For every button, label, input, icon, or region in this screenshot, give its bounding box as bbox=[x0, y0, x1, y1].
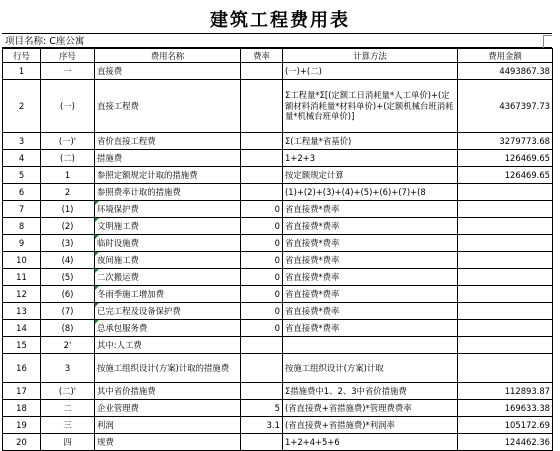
cell-rate[interactable]: 0 bbox=[241, 252, 283, 269]
cost-table bbox=[2, 48, 553, 451]
cell-seq[interactable]: (1) bbox=[41, 201, 95, 218]
cell-method[interactable]: 省直接费*费率 bbox=[283, 303, 458, 320]
cell-name[interactable]: 利润 bbox=[95, 417, 241, 434]
cell-rate[interactable]: 0 bbox=[241, 303, 283, 320]
cell-seq[interactable]: (6) bbox=[41, 286, 95, 303]
cell-row-no[interactable]: 15 bbox=[3, 337, 41, 354]
cell-amount[interactable] bbox=[458, 218, 553, 235]
cell-amount[interactable]: 3279773.68 bbox=[458, 133, 553, 150]
cell-seq[interactable]: (4) bbox=[41, 252, 95, 269]
cell-name[interactable]: 直接工程费 bbox=[95, 80, 241, 133]
cell-row-no[interactable]: 20 bbox=[3, 434, 41, 451]
cell-row-no[interactable]: 9 bbox=[3, 235, 41, 252]
cell-name[interactable]: 参照定额规定计取的措施费 bbox=[95, 167, 241, 184]
cell-method[interactable]: (省直接费+省措施费)*管理费费率 bbox=[283, 400, 458, 417]
cell-rate[interactable]: 0 bbox=[241, 286, 283, 303]
cell-amount[interactable] bbox=[458, 269, 553, 286]
cell-amount[interactable]: 126469.65 bbox=[458, 167, 553, 184]
cell-rate[interactable]: 0 bbox=[241, 235, 283, 252]
cell-rate[interactable] bbox=[241, 383, 283, 400]
cell-rate[interactable] bbox=[241, 337, 283, 354]
cell-method[interactable] bbox=[283, 337, 458, 354]
cell-amount[interactable] bbox=[458, 286, 553, 303]
cell-method[interactable]: 省直接费*费率 bbox=[283, 235, 458, 252]
table-row bbox=[3, 201, 553, 218]
cell-amount[interactable] bbox=[458, 337, 553, 354]
cell-rate[interactable] bbox=[241, 434, 283, 451]
cell-row-no[interactable]: 3 bbox=[3, 133, 41, 150]
cell-name[interactable]: 环境保护费 bbox=[95, 201, 241, 218]
cell-seq[interactable]: (2) bbox=[41, 218, 95, 235]
cell-amount[interactable]: 126469.65 bbox=[458, 150, 553, 167]
cell-name[interactable]: 总承包服务费 bbox=[95, 320, 241, 337]
cell-row-no[interactable]: 17 bbox=[3, 383, 41, 400]
table-row bbox=[3, 383, 553, 400]
cell-corner-marker bbox=[543, 35, 552, 48]
cell-name[interactable]: 临时设施费 bbox=[95, 235, 241, 252]
cell-method[interactable]: 按施工组织设计(方案)计取 bbox=[283, 354, 458, 383]
cell-rate[interactable] bbox=[241, 150, 283, 167]
cell-rate[interactable]: 0 bbox=[241, 201, 283, 218]
table-row bbox=[3, 286, 553, 303]
cell-row-no[interactable]: 7 bbox=[3, 201, 41, 218]
table-row bbox=[3, 80, 553, 133]
cell-method[interactable]: 省直接费*费率 bbox=[283, 218, 458, 235]
cell-row-no[interactable]: 1 bbox=[3, 63, 41, 80]
cell-name[interactable]: 二次搬运费 bbox=[95, 269, 241, 286]
header-name[interactable]: 费用名称 bbox=[95, 49, 241, 63]
cell-row-no[interactable]: 19 bbox=[3, 417, 41, 434]
cell-seq[interactable]: 1 bbox=[41, 167, 95, 184]
cell-amount[interactable] bbox=[458, 235, 553, 252]
cell-row-no[interactable]: 11 bbox=[3, 269, 41, 286]
cell-method[interactable]: Σ(工程量*省基价) bbox=[283, 133, 458, 150]
cell-method[interactable]: 省直接费*费率 bbox=[283, 201, 458, 218]
cell-seq[interactable]: 一 bbox=[41, 63, 95, 80]
table-row bbox=[3, 400, 553, 417]
cell-amount[interactable] bbox=[458, 201, 553, 218]
table-row bbox=[3, 320, 553, 337]
cell-rate[interactable]: 0 bbox=[241, 218, 283, 235]
cell-rate[interactable]: 3.1 bbox=[241, 417, 283, 434]
cell-seq[interactable]: (5) bbox=[41, 269, 95, 286]
table-row bbox=[3, 417, 553, 434]
cell-seq[interactable]: (3) bbox=[41, 235, 95, 252]
cell-amount[interactable] bbox=[458, 354, 553, 383]
cell-method[interactable]: 省直接费*费率 bbox=[283, 286, 458, 303]
cell-method[interactable]: (1)+(2)+(3)+(4)+(5)+(6)+(7)+(8 bbox=[283, 184, 458, 201]
cell-name[interactable]: 省价直接工程费 bbox=[95, 133, 241, 150]
cell-amount[interactable]: 124462.36 bbox=[458, 434, 553, 451]
cell-row-no[interactable]: 6 bbox=[3, 184, 41, 201]
cell-rate[interactable]: 5 bbox=[241, 400, 283, 417]
table-row bbox=[3, 167, 553, 184]
table-row bbox=[3, 150, 553, 167]
cell-seq[interactable]: 四 bbox=[41, 434, 95, 451]
cell-method[interactable]: 省直接费*费率 bbox=[283, 320, 458, 337]
header-amount[interactable]: 费用金额 bbox=[458, 49, 553, 63]
page-title: 建筑工程费用表 bbox=[210, 10, 350, 31]
cell-method[interactable]: 省直接费*费率 bbox=[283, 269, 458, 286]
cell-seq[interactable]: (一) bbox=[41, 80, 95, 133]
cell-rate[interactable]: 0 bbox=[241, 269, 283, 286]
cell-method[interactable]: (一)+(二) bbox=[283, 63, 458, 80]
cell-amount[interactable]: 169633.38 bbox=[458, 400, 553, 417]
cell-rate[interactable] bbox=[241, 133, 283, 150]
cell-row-no[interactable]: 14 bbox=[3, 320, 41, 337]
cell-name[interactable]: 其中:人工费 bbox=[95, 337, 241, 354]
cell-amount[interactable]: 4493867.38 bbox=[458, 63, 553, 80]
cell-rate[interactable]: 0 bbox=[241, 320, 283, 337]
cell-rate[interactable] bbox=[241, 167, 283, 184]
table-row bbox=[3, 354, 553, 383]
cell-row-no[interactable]: 5 bbox=[3, 167, 41, 184]
cell-method[interactable]: 按定额规定计算 bbox=[283, 167, 458, 184]
project-name-text: 项目名称: C座公寓 bbox=[5, 36, 85, 47]
table-row bbox=[3, 63, 553, 80]
project-name bbox=[2, 33, 552, 48]
cell-seq[interactable]: 2' bbox=[41, 337, 95, 354]
cell-amount[interactable] bbox=[458, 320, 553, 337]
cell-method[interactable]: 1+2+4+5+6 bbox=[283, 434, 458, 451]
cell-seq[interactable]: (一)' bbox=[41, 133, 95, 150]
cell-name[interactable]: 措施费 bbox=[95, 150, 241, 167]
cell-method[interactable]: 省直接费*费率 bbox=[283, 252, 458, 269]
cell-name[interactable]: 已完工程及设备保护费 bbox=[95, 303, 241, 320]
table-row bbox=[3, 337, 553, 354]
header-seq[interactable]: 序号 bbox=[41, 49, 95, 63]
table-row bbox=[3, 434, 553, 451]
cell-seq[interactable]: (二)' bbox=[41, 383, 95, 400]
cell-row-no[interactable]: 12 bbox=[3, 286, 41, 303]
table-header-row bbox=[3, 49, 553, 63]
cell-name[interactable]: 冬雨季施工增加费 bbox=[95, 286, 241, 303]
cell-row-no[interactable]: 2 bbox=[3, 80, 41, 133]
cell-amount[interactable] bbox=[458, 184, 553, 201]
table-row bbox=[3, 269, 553, 286]
cell-name[interactable]: 企业管理费 bbox=[95, 400, 241, 417]
header-row-no[interactable]: 行号 bbox=[3, 49, 41, 63]
cell-name[interactable]: 夜间施工费 bbox=[95, 252, 241, 269]
cell-method[interactable]: Σ工程量*Σ[(定额工日消耗量*人工单价)+(定额材料消耗量*材料单价)+(定额机械台班消耗量*机械台班单价)] bbox=[283, 80, 458, 133]
cell-row-no[interactable]: 13 bbox=[3, 303, 41, 320]
cell-method[interactable]: (省直接费+省措施费)*利润率 bbox=[283, 417, 458, 434]
table-row bbox=[3, 184, 553, 201]
cell-name[interactable]: 其中省价措施费 bbox=[95, 383, 241, 400]
cell-amount[interactable] bbox=[458, 303, 553, 320]
cell-amount[interactable]: 105172.69 bbox=[458, 417, 553, 434]
table-row bbox=[3, 252, 553, 269]
cell-amount[interactable]: 4367397.73 bbox=[458, 80, 553, 133]
cell-rate[interactable] bbox=[241, 63, 283, 80]
cell-row-no[interactable]: 16 bbox=[3, 354, 41, 383]
cell-row-no[interactable]: 4 bbox=[3, 150, 41, 167]
table-row bbox=[3, 133, 553, 150]
cell-name[interactable]: 按施工组织设计(方案)计取的措施费 bbox=[95, 354, 241, 383]
cell-amount[interactable]: 112893.87 bbox=[458, 383, 553, 400]
cell-rate[interactable] bbox=[241, 354, 283, 383]
cell-name[interactable]: 参照费率计取的措施费 bbox=[95, 184, 241, 201]
cell-seq[interactable]: (7) bbox=[41, 303, 95, 320]
cell-method[interactable]: 1+2+3 bbox=[283, 150, 458, 167]
cell-name[interactable]: 直接费 bbox=[95, 63, 241, 80]
cell-seq[interactable]: 二 bbox=[41, 400, 95, 417]
cell-method[interactable]: Σ措施费中1、2、3中省价措施费 bbox=[283, 383, 458, 400]
cell-name[interactable]: 文明施工费 bbox=[95, 218, 241, 235]
cell-rate[interactable] bbox=[241, 184, 283, 201]
cell-seq[interactable]: 2 bbox=[41, 184, 95, 201]
cell-row-no[interactable]: 10 bbox=[3, 252, 41, 269]
cell-amount[interactable] bbox=[458, 252, 553, 269]
cell-name[interactable]: 规费 bbox=[95, 434, 241, 451]
cell-row-no[interactable]: 18 bbox=[3, 400, 41, 417]
cell-rate[interactable] bbox=[241, 80, 283, 133]
cell-seq[interactable]: (8) bbox=[41, 320, 95, 337]
cell-seq[interactable]: 3 bbox=[41, 354, 95, 383]
cell-row-no[interactable]: 8 bbox=[3, 218, 41, 235]
cell-seq[interactable]: 三 bbox=[41, 417, 95, 434]
table-row bbox=[3, 235, 553, 252]
table-row bbox=[3, 303, 553, 320]
header-rate[interactable]: 费率 bbox=[241, 49, 283, 63]
cell-seq[interactable]: (二) bbox=[41, 150, 95, 167]
table-row bbox=[3, 218, 553, 235]
header-method[interactable]: 计算方法 bbox=[283, 49, 458, 63]
